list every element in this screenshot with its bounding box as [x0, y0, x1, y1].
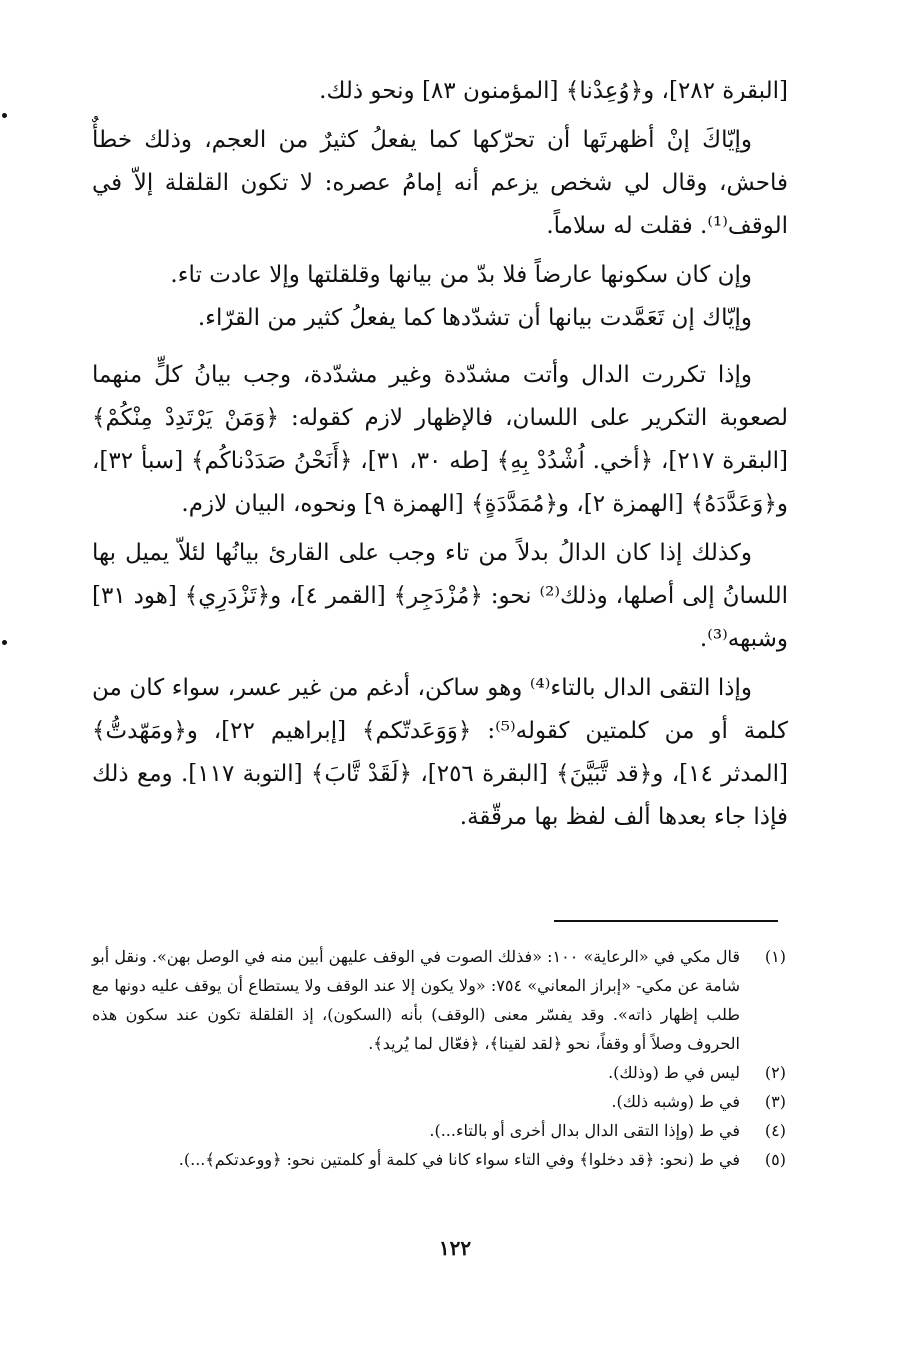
- footnote: [92, 1145, 786, 1174]
- footnote: [92, 942, 786, 1058]
- footnote-text: في ط (نحو: ﴿قد دخلوا﴾ وفي التاء سواء كانا في كلمة أو كلمتين نحو: ﴿ووعدتكم﴾...).: [178, 1150, 740, 1169]
- paragraph: [البقرة ٢٨٢]، و﴿وُعِدْنا﴾ [المؤمنون ٨٣] ونحو ذلك.: [319, 78, 788, 104]
- footnote-text: قال مكي في «الرعاية» ١٠٠: «فذلك الصوت في الوقف عليهن أبين منه في الوصل بهن». ونقل أبو شامة عن مكي- «إبراز المعاني» ٧٥٤: «ولا يكون إلا عند الوقف ولا يستطاع أن يوقف عليه دونها مع طلب إظهار ذاته». وقد يفسّر معنى (الوقف) بأنه (السكون)، إذ القلقلة تكون عند سكون هذه الحروف وصلاً أو وقفاً، نحو ﴿لقد لقينا﴾، ﴿فعّال لما يُريد﴾.: [92, 947, 740, 1053]
- footnote: [92, 1058, 786, 1087]
- footnote-number: (١): [764, 947, 786, 966]
- footnotes: [92, 942, 786, 1174]
- paragraph: وإيّاك إن تَعَمَّدت بيانها أن تشدّدها كما يفعلُ كثير من القرّاء.: [197, 305, 752, 331]
- footnote-text: ليس في ط (وذلك).: [608, 1063, 740, 1082]
- page-number: ١٢٢: [438, 1236, 472, 1260]
- footnote: [92, 1087, 786, 1116]
- margin-dot: [2, 640, 7, 645]
- footnote-text: في ط (وشبه ذلك).: [611, 1092, 740, 1111]
- margin-dot: [2, 113, 7, 118]
- footnote-text: في ط (وإذا التقى الدال بدال أخرى أو بالتاء...).: [429, 1121, 740, 1140]
- footnote-separator: [554, 920, 778, 922]
- paragraph: وإذا التقى الدال بالتاء⁽⁴⁾ وهو ساكن، أدغم من غير عسر، سواء كان من كلمة أو من كلمتين كقوله⁽⁵⁾: ﴿وَوَعَدتّكم﴾ [إبراهيم ٢٢]، و﴿ومَهّدتُّ﴾ [المدثر ١٤]، و﴿قد تَّبَيَّنَ﴾ [البقرة ٢٥٦]، ﴿لَقَدْ تَّابَ﴾ [التوبة ١١٧]. ومع ذلك فإذا جاء بعدها ألف لفظ بها مرقّقة.: [92, 675, 789, 830]
- paragraph: وإيّاكَ إنْ أظهرتَها أن تحرّكها كما يفعلُ كثيرٌ من العجم، وذلك خطأٌ فاحش، وقال لي شخص يزعم أنه إمامُ عصره: لا تكون القلقلة إلاّ في الوقف⁽¹⁾. فقلت له سلاماً.: [92, 127, 788, 239]
- footnote-number: (٣): [764, 1092, 786, 1111]
- footnote-number: (٥): [764, 1150, 786, 1169]
- footnote: [92, 1116, 786, 1145]
- paragraph: وإن كان سكونها عارضاً فلا بدّ من بيانها وقلقلتها وإلا عادت تاء.: [170, 262, 752, 288]
- paragraph: وإذا تكررت الدال وأتت مشدّدة وغير مشدّدة، وجب بيانُ كلٍّ منهما لصعوبة التكرير على اللسان، فالإظهار لازم كقوله: ﴿وَمَنْ يَرْتَدِدْ مِنْكُمْ﴾ [البقرة ٢١٧]، ﴿أخي. اُشْدُدْ بِهِ﴾ [طه ٣٠، ٣١]، ﴿أَنَحْنُ صَدَدْناكُم﴾ [سبأ ٣٢]، و﴿وَعَدَّدَهُ﴾ [الهمزة ٢]، و﴿مُمَدَّدَةٍ﴾ [الهمزة ٩] ونحوه، البيان لازم.: [92, 362, 788, 517]
- paragraph: وكذلك إذا كان الدالُ بدلاً من تاء وجب على القارئ بيانُها لئلاّ يميل بها اللسانُ إلى أصلها، وذلك⁽²⁾ نحو: ﴿مُزْدَجِر﴾ [القمر ٤]، و﴿تَزْدَرِي﴾ [هود ٣١] وشبهه⁽³⁾.: [92, 540, 789, 652]
- footnote-number: (٤): [764, 1121, 786, 1140]
- main-text: [92, 70, 788, 839]
- footnote-number: (٢): [764, 1063, 786, 1082]
